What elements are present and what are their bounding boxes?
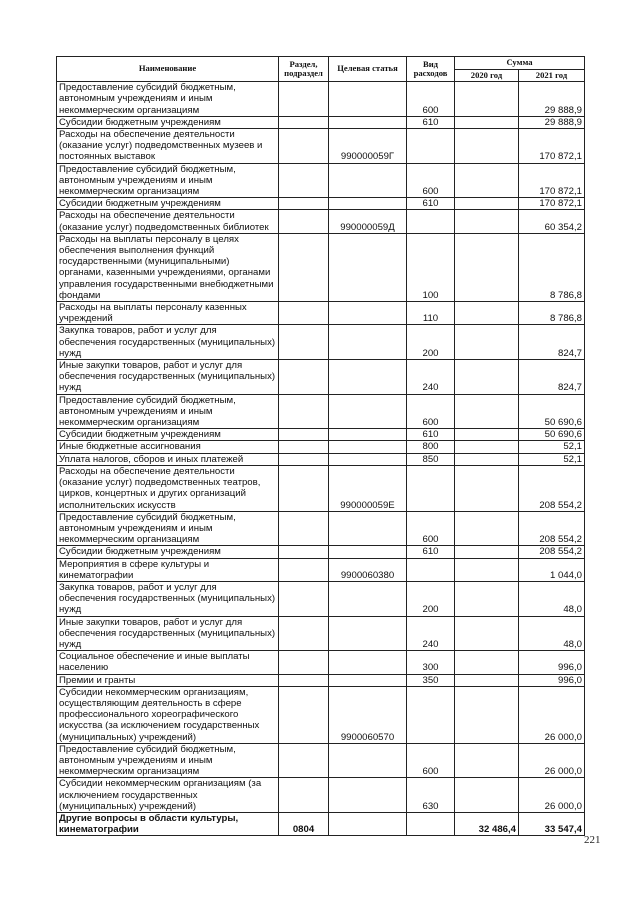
row-name: Субсидии некоммерческим организациям (за исключением государственных (муниципальных) учреждений) — [57, 778, 279, 813]
row-sum-2020 — [455, 129, 519, 164]
table-row — [57, 210, 585, 233]
row-sum-2021: 52,1 — [519, 453, 585, 465]
row-sum-2021: 996,0 — [519, 651, 585, 674]
row-type: 350 — [407, 674, 455, 686]
row-target: 9900060570 — [329, 686, 407, 743]
row-section: 0804 — [279, 812, 329, 835]
row-sum-2020 — [455, 511, 519, 546]
row-name: Социальное обеспечение и иные выплаты населению — [57, 651, 279, 674]
row-type: 240 — [407, 616, 455, 651]
table-row — [57, 429, 585, 441]
row-name: Субсидии бюджетным учреждениям — [57, 198, 279, 210]
page-number: 221 — [584, 834, 601, 846]
row-section — [279, 778, 329, 813]
row-section — [279, 743, 329, 778]
row-sum-2020 — [455, 651, 519, 674]
row-sum-2020: 32 486,4 — [455, 812, 519, 835]
row-sum-2021: 29 888,9 — [519, 82, 585, 117]
row-sum-2021: 26 000,0 — [519, 743, 585, 778]
row-type: 800 — [407, 441, 455, 453]
budget-sheet — [56, 56, 584, 836]
row-sum-2021: 996,0 — [519, 674, 585, 686]
row-target — [329, 616, 407, 651]
table-row — [57, 511, 585, 546]
row-name: Иные закупки товаров, работ и услуг для обеспечения государственных (муниципальных) нужд — [57, 360, 279, 395]
row-section — [279, 302, 329, 325]
row-name: Другие вопросы в области культуры, кинематографии — [57, 812, 279, 835]
header-sum: Сумма — [455, 57, 585, 70]
table-row — [57, 394, 585, 429]
row-sum-2021: 48,0 — [519, 616, 585, 651]
row-name: Субсидии некоммерческим организациям, осуществляющим деятельность в сфере профессионального хореографического искусства (за исключением государственных (муниципальных) учреждений) — [57, 686, 279, 743]
table-row — [57, 163, 585, 198]
header-section: Раздел, подраздел — [279, 57, 329, 82]
row-section — [279, 129, 329, 164]
row-section — [279, 325, 329, 360]
row-target — [329, 546, 407, 558]
row-target — [329, 674, 407, 686]
row-name: Предоставление субсидий бюджетным, автономным учреждениям и иным некоммерческим организациям — [57, 743, 279, 778]
table-row — [57, 651, 585, 674]
row-sum-2021: 33 547,4 — [519, 812, 585, 835]
row-name: Иные закупки товаров, работ и услуг для обеспечения государственных (муниципальных) нужд — [57, 616, 279, 651]
row-type: 300 — [407, 651, 455, 674]
row-sum-2020 — [455, 686, 519, 743]
row-section — [279, 616, 329, 651]
row-section — [279, 82, 329, 117]
header-name: Наименование — [57, 57, 279, 82]
row-name: Мероприятия в сфере культуры и кинематографии — [57, 558, 279, 581]
row-sum-2021: 50 690,6 — [519, 429, 585, 441]
row-target — [329, 778, 407, 813]
row-sum-2020 — [455, 163, 519, 198]
row-type — [407, 210, 455, 233]
row-section — [279, 429, 329, 441]
header-target: Целевая статья — [329, 57, 407, 82]
row-section — [279, 233, 329, 301]
row-sum-2020 — [455, 616, 519, 651]
row-type — [407, 686, 455, 743]
row-type: 600 — [407, 163, 455, 198]
row-sum-2021: 1 044,0 — [519, 558, 585, 581]
row-section — [279, 360, 329, 395]
row-sum-2020 — [455, 394, 519, 429]
row-type: 240 — [407, 360, 455, 395]
row-sum-2020 — [455, 302, 519, 325]
table-row — [57, 616, 585, 651]
row-sum-2020 — [455, 546, 519, 558]
row-sum-2020 — [455, 325, 519, 360]
table-header-row — [57, 57, 585, 70]
row-sum-2021: 208 554,2 — [519, 511, 585, 546]
row-type: 610 — [407, 429, 455, 441]
row-name: Расходы на обеспечение деятельности (оказание услуг) подведомственных театров, цирков, концертных и других организаций исполнительских искусств — [57, 465, 279, 511]
row-sum-2020 — [455, 210, 519, 233]
row-name: Расходы на выплаты персоналу в целях обеспечения выполнения функций государственными (муниципальными) органами, казенными учреждениями, органами управления государственными внебюджетными фондами — [57, 233, 279, 301]
row-sum-2020 — [455, 453, 519, 465]
row-section — [279, 581, 329, 616]
row-sum-2021: 170 872,1 — [519, 198, 585, 210]
row-type — [407, 558, 455, 581]
table-row — [57, 686, 585, 743]
row-section — [279, 511, 329, 546]
table-row — [57, 674, 585, 686]
row-name: Премии и гранты — [57, 674, 279, 686]
row-sum-2021: 208 554,2 — [519, 546, 585, 558]
row-sum-2020 — [455, 778, 519, 813]
row-type: 200 — [407, 581, 455, 616]
row-sum-2021: 170 872,1 — [519, 163, 585, 198]
row-sum-2021: 29 888,9 — [519, 116, 585, 128]
row-sum-2021: 208 554,2 — [519, 465, 585, 511]
table-row — [57, 129, 585, 164]
row-sum-2020 — [455, 198, 519, 210]
row-target — [329, 812, 407, 835]
table-row — [57, 743, 585, 778]
table-row — [57, 546, 585, 558]
row-name: Уплата налогов, сборов и иных платежей — [57, 453, 279, 465]
row-target: 990000059Д — [329, 210, 407, 233]
row-target — [329, 233, 407, 301]
header-type: Вид расходов — [407, 57, 455, 82]
row-type: 100 — [407, 233, 455, 301]
table-row — [57, 558, 585, 581]
row-name: Закупка товаров, работ и услуг для обеспечения государственных (муниципальных) нужд — [57, 581, 279, 616]
row-target: 990000059Г — [329, 129, 407, 164]
row-name: Расходы на обеспечение деятельности (оказание услуг) подведомственных библиотек — [57, 210, 279, 233]
row-target — [329, 163, 407, 198]
table-row — [57, 441, 585, 453]
table-row — [57, 233, 585, 301]
row-target — [329, 511, 407, 546]
row-sum-2021: 52,1 — [519, 441, 585, 453]
table-row — [57, 302, 585, 325]
row-type: 610 — [407, 116, 455, 128]
row-sum-2020 — [455, 581, 519, 616]
row-type: 600 — [407, 743, 455, 778]
row-name: Расходы на обеспечение деятельности (оказание услуг) подведомственных музеев и постоянных выставок — [57, 129, 279, 164]
table-row — [57, 465, 585, 511]
row-section — [279, 651, 329, 674]
row-type: 600 — [407, 82, 455, 117]
row-section — [279, 558, 329, 581]
row-type — [407, 129, 455, 164]
row-sum-2021: 8 786,8 — [519, 233, 585, 301]
row-type — [407, 812, 455, 835]
row-type: 850 — [407, 453, 455, 465]
row-section — [279, 441, 329, 453]
row-name: Иные бюджетные ассигнования — [57, 441, 279, 453]
table-row — [57, 453, 585, 465]
row-name: Предоставление субсидий бюджетным, автономным учреждениям и иным некоммерческим организациям — [57, 82, 279, 117]
row-sum-2020 — [455, 743, 519, 778]
row-section — [279, 453, 329, 465]
row-section — [279, 465, 329, 511]
row-sum-2021: 824,7 — [519, 360, 585, 395]
row-name: Субсидии бюджетным учреждениям — [57, 429, 279, 441]
row-type: 110 — [407, 302, 455, 325]
row-name: Предоставление субсидий бюджетным, автономным учреждениям и иным некоммерческим организациям — [57, 163, 279, 198]
row-target — [329, 429, 407, 441]
row-sum-2021: 60 354,2 — [519, 210, 585, 233]
row-target — [329, 198, 407, 210]
header-year-2021: 2021 год — [519, 69, 585, 82]
row-target — [329, 82, 407, 117]
row-sum-2020 — [455, 429, 519, 441]
row-section — [279, 394, 329, 429]
table-row — [57, 360, 585, 395]
row-target — [329, 441, 407, 453]
table-row — [57, 812, 585, 835]
row-sum-2021: 48,0 — [519, 581, 585, 616]
row-section — [279, 116, 329, 128]
row-type: 600 — [407, 511, 455, 546]
row-sum-2020 — [455, 360, 519, 395]
table-row — [57, 325, 585, 360]
row-target — [329, 394, 407, 429]
budget-table — [56, 56, 585, 836]
row-target — [329, 581, 407, 616]
row-name: Закупка товаров, работ и услуг для обеспечения государственных (муниципальных) нужд — [57, 325, 279, 360]
row-sum-2020 — [455, 441, 519, 453]
table-row — [57, 581, 585, 616]
row-sum-2021: 8 786,8 — [519, 302, 585, 325]
row-target — [329, 325, 407, 360]
row-target: 990000059Е — [329, 465, 407, 511]
table-row — [57, 116, 585, 128]
row-target — [329, 453, 407, 465]
table-row — [57, 82, 585, 117]
row-sum-2021: 50 690,6 — [519, 394, 585, 429]
row-target — [329, 116, 407, 128]
row-name: Предоставление субсидий бюджетным, автономным учреждениям и иным некоммерческим организациям — [57, 511, 279, 546]
table-row — [57, 778, 585, 813]
row-sum-2021: 170 872,1 — [519, 129, 585, 164]
row-target — [329, 360, 407, 395]
row-name: Субсидии бюджетным учреждениям — [57, 116, 279, 128]
row-type: 200 — [407, 325, 455, 360]
row-sum-2020 — [455, 558, 519, 581]
row-target — [329, 651, 407, 674]
row-type: 600 — [407, 394, 455, 429]
row-target — [329, 743, 407, 778]
row-section — [279, 546, 329, 558]
row-type — [407, 465, 455, 511]
row-sum-2021: 824,7 — [519, 325, 585, 360]
row-type: 610 — [407, 546, 455, 558]
row-target — [329, 302, 407, 325]
row-sum-2021: 26 000,0 — [519, 778, 585, 813]
row-name: Расходы на выплаты персоналу казенных учреждений — [57, 302, 279, 325]
row-sum-2020 — [455, 465, 519, 511]
row-name: Субсидии бюджетным учреждениям — [57, 546, 279, 558]
row-target: 9900060380 — [329, 558, 407, 581]
row-type: 630 — [407, 778, 455, 813]
row-section — [279, 198, 329, 210]
row-name: Предоставление субсидий бюджетным, автономным учреждениям и иным некоммерческим организациям — [57, 394, 279, 429]
row-sum-2020 — [455, 674, 519, 686]
table-row — [57, 198, 585, 210]
row-sum-2020 — [455, 233, 519, 301]
row-section — [279, 210, 329, 233]
row-section — [279, 674, 329, 686]
row-section — [279, 686, 329, 743]
header-year-2020: 2020 год — [455, 69, 519, 82]
row-sum-2021: 26 000,0 — [519, 686, 585, 743]
row-sum-2020 — [455, 116, 519, 128]
row-section — [279, 163, 329, 198]
row-type: 610 — [407, 198, 455, 210]
row-sum-2020 — [455, 82, 519, 117]
